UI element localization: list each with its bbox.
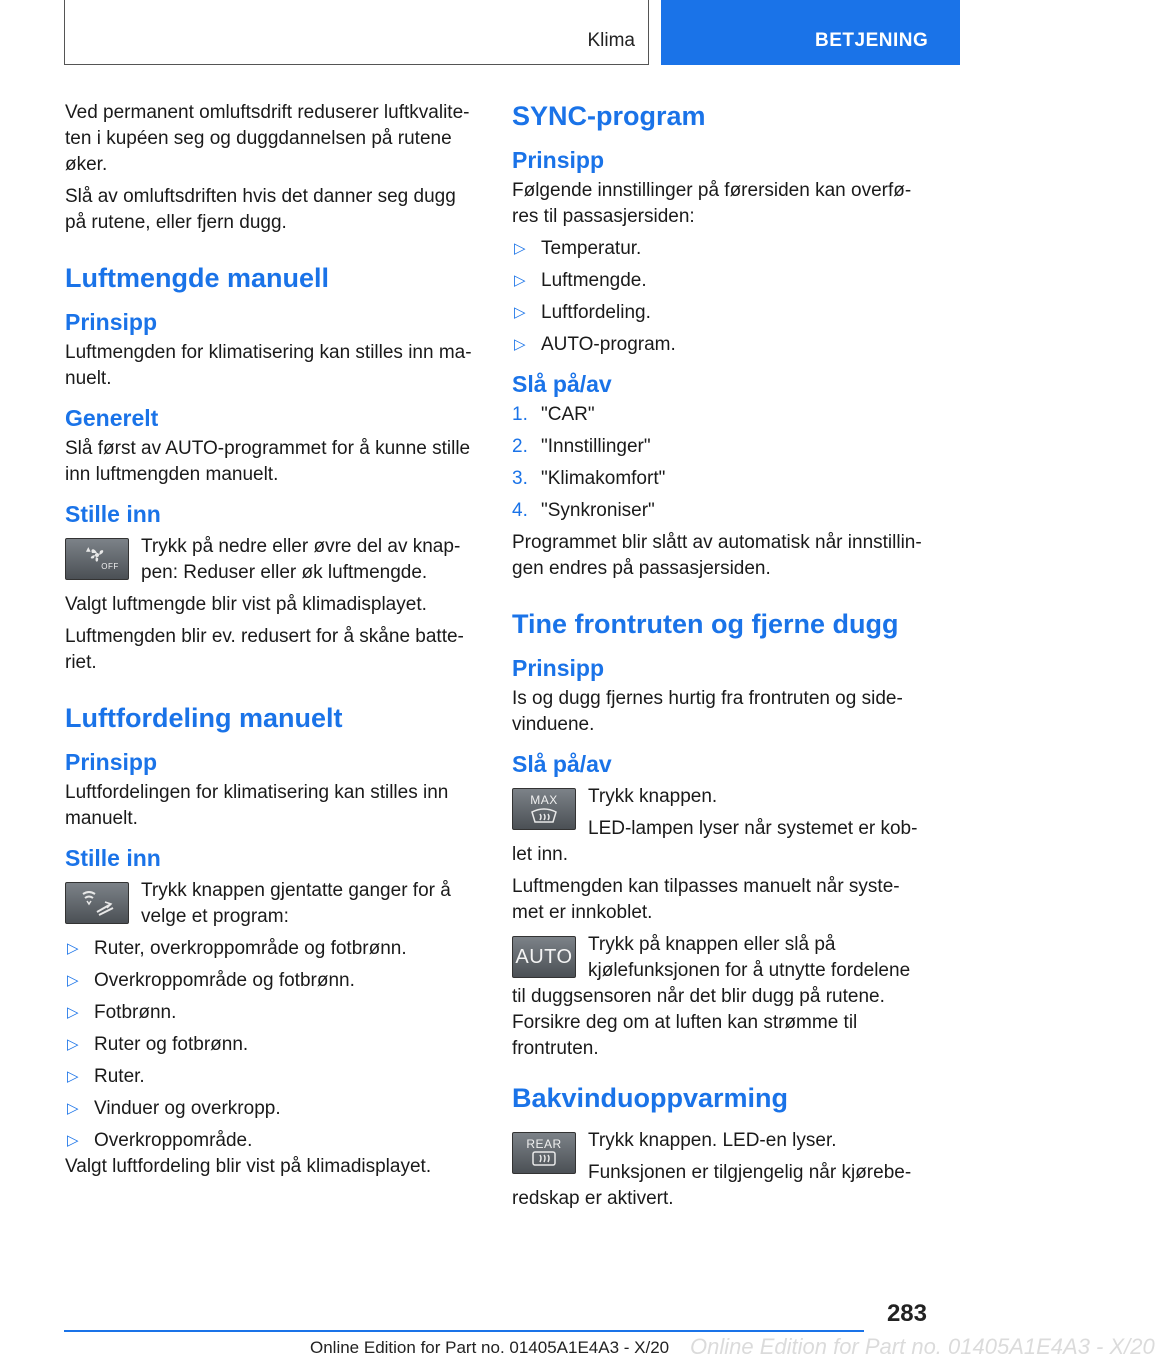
heading-rear-heating: Bakvinduoppvarming: [512, 1083, 789, 1113]
triangle-bullet-icon: ▷: [67, 1004, 79, 1021]
triangle-bullet-icon: ▷: [67, 940, 79, 957]
rear-defrost-button-image: [512, 1132, 576, 1174]
right-column: [512, 100, 922, 1218]
distribution-principle-text: Luftfordelingen for klimatisering kan stilles inn manuelt.: [65, 782, 449, 829]
rear-press-text: Trykk knappen. LED-en lyser.: [588, 1130, 837, 1151]
list-item: 3. "Klimakomfort": [512, 468, 666, 489]
sync-steps-list: [512, 402, 922, 524]
fan-off-label: OFF: [101, 562, 119, 571]
triangle-bullet-icon: ▷: [67, 1100, 79, 1117]
subheading-distribution-principle: Prinsipp: [65, 749, 158, 775]
distribution-button-row: [65, 878, 475, 930]
footer-divider: [64, 1330, 864, 1332]
list-item: 1. "CAR": [512, 404, 595, 425]
triangle-bullet-icon: ▷: [67, 1036, 79, 1053]
list-item: 4. "Synkroniser": [512, 500, 655, 521]
airflow-set-text: Trykk på nedre eller øvre del av knappen: Reduser eller øk luftmengde.: [141, 536, 461, 583]
left-column: [65, 100, 475, 1186]
triangle-bullet-icon: ▷: [67, 972, 79, 989]
subheading-sync-principle: Prinsipp: [512, 147, 605, 173]
page-number: 283: [886, 1300, 927, 1327]
intro-paragraph-1: Ved permanent omluftsdrift reduserer luftkvaliteten i kupéen seg og duggdannelsen på rutene øker.: [65, 102, 470, 175]
airflow-after-2: Luftmengden blir ev. redusert for å skåne batteriet.: [65, 626, 464, 673]
section-title: Klima: [587, 30, 635, 51]
list-item: ▷ Luftmengde.: [512, 268, 922, 294]
triangle-bullet-icon: ▷: [67, 1068, 79, 1085]
max-defrost-led-text: LED-lampen lyser når systemet er koblet inn.: [512, 818, 918, 865]
heading-defrost: Tine frontruten og fjerne dugg: [512, 609, 899, 639]
windshield-defrost-icon: [529, 806, 559, 824]
airflow-principle-text: Luftmengden for klimatisering kan stilles inn manuelt.: [65, 342, 472, 389]
subheading-distribution-set: Stille inn: [65, 845, 161, 871]
list-item: ▷ Ruter, overkroppområde og fotbrønn.: [65, 936, 475, 962]
auto-row: [512, 932, 922, 1062]
auto-text: Trykk på knappen eller slå på kjølefunksjonen for å utnytte fordelene til duggsensoren når det blir dugg på rutene. Forsikre deg om at luften kan strømme til frontruten.: [512, 934, 911, 1059]
list-item: ▷ Fotbrønn.: [65, 1000, 475, 1026]
list-item: ▷ Ruter og fotbrønn.: [65, 1032, 475, 1058]
max-label: MAX: [530, 793, 558, 807]
subheading-airflow-set: Stille inn: [65, 501, 161, 527]
subheading-defrost-onoff: Slå på/av: [512, 751, 612, 777]
heading-sync: SYNC-program: [512, 101, 706, 131]
sync-settings-list: [512, 236, 922, 358]
list-item: 2. "Innstillinger": [512, 436, 651, 457]
auto-button-image: [512, 936, 576, 978]
triangle-bullet-icon: ▷: [514, 240, 526, 257]
subheading-defrost-principle: Prinsipp: [512, 655, 605, 681]
list-item: ▷ AUTO-program.: [512, 332, 922, 358]
subheading-airflow-principle: Prinsipp: [65, 309, 158, 335]
list-item: ▷ Vinduer og overkropp.: [65, 1096, 475, 1122]
triangle-bullet-icon: ▷: [514, 304, 526, 321]
rear-function-text: Funksjonen er tilgjengelig når kjøreberedskap er aktivert.: [512, 1162, 912, 1209]
triangle-bullet-icon: ▷: [67, 1132, 79, 1149]
air-distribution-icon: [77, 888, 117, 918]
svg-text:▲: ▲: [86, 546, 91, 553]
sync-after-text: Programmet blir slått av automatisk når innstillingen endres på passasjersiden.: [512, 532, 922, 579]
fan-button-image: [65, 538, 129, 580]
airflow-general-text: Slå først av AUTO-programmet for å kunne stille inn luftmengden manuelt.: [65, 438, 471, 485]
distribution-set-text: Trykk knappen gjentatte ganger for å velge et program:: [141, 880, 451, 927]
auto-label: AUTO: [515, 945, 573, 968]
watermark-logo: Online Edition for Part no. 01405A1E4A3 - X/20: [690, 1334, 1155, 1359]
distribution-after-text: Valgt luftfordeling blir vist på klimadisplayet.: [65, 1156, 432, 1177]
defrost-principle-text: Is og dugg fjernes hurtig fra frontruten og sidevinduene.: [512, 688, 903, 735]
header-box: [64, 0, 649, 65]
subheading-airflow-general: Generelt: [65, 405, 159, 431]
intro-paragraph-2: Slå av omluftsdriften hvis det danner seg dugg på rutene, eller fjern dugg.: [65, 186, 456, 233]
list-item: ▷ Temperatur.: [512, 236, 922, 262]
distribution-program-list: [65, 936, 475, 1154]
triangle-bullet-icon: ▷: [514, 272, 526, 289]
rear-label: REAR: [526, 1137, 562, 1151]
subheading-sync-onoff: Slå på/av: [512, 371, 612, 397]
air-distribution-button-image: [65, 882, 129, 924]
defrost-airflow-text: Luftmengden kan tilpasses manuelt når systemet er innkoblet.: [512, 876, 900, 923]
triangle-bullet-icon: ▷: [514, 336, 526, 353]
airflow-button-row: [65, 534, 475, 586]
max-defrost-press-text: Trykk knappen.: [588, 786, 718, 807]
footer-edition-text: Online Edition for Part no. 01405A1E4A3 - X/20: [310, 1338, 670, 1357]
list-item: ▷ Luftfordeling.: [512, 300, 922, 326]
max-defrost-button-image: [512, 788, 576, 830]
list-item: ▷ Overkroppområde og fotbrønn.: [65, 968, 475, 994]
rear-window-defrost-icon: [529, 1150, 559, 1168]
heading-distribution: Luftfordeling manuelt: [65, 703, 343, 733]
heading-airflow: Luftmengde manuell: [65, 263, 330, 293]
list-item: ▷ Ruter.: [65, 1064, 475, 1090]
sync-principle-text: Følgende innstillinger på førersiden kan overføres til passasjersiden:: [512, 180, 912, 227]
list-item: ▷ Overkroppområde.: [65, 1128, 475, 1154]
airflow-after-1: Valgt luftmengde blir vist på klimadisplayet.: [65, 594, 427, 615]
rear-row: [512, 1128, 922, 1212]
max-defrost-row: [512, 784, 922, 868]
chapter-tab: BETJENING: [661, 0, 960, 65]
